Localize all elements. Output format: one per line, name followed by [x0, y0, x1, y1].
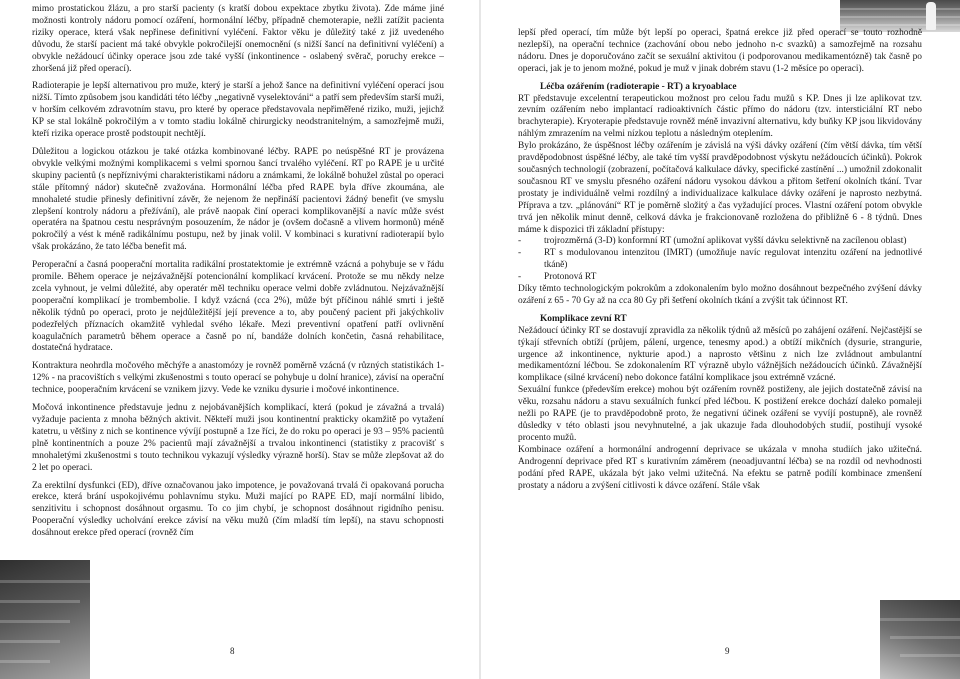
page-number: 8 — [230, 646, 235, 656]
paragraph: Radioterapie je lepší alternativou pro muže, který je starší a jehož šance na definitivní vyléčení operací jsou nižší. Tímto způsobem jsou kandidáti této léčby „negativně vyselektováni“ a patří sem především starší muži, v horším celkovém zdravotním stavu, pro které by operace představovala nepřiměřené riziko, muži, jejichž KP se stal lokálně pokročilým a v tomto stadiu lokálně chirurgicky neodstranitelným, a samozřejmě muži, kteří rizika operace prostě podstoupit nechtějí. — [32, 81, 444, 140]
left-page-text — [32, 4, 444, 540]
paragraph: Nežádoucí účinky RT se dostavují zpravidla za několik týdnů až měsíců po zahájení ozáření. Nejčastější se týkají střevních obtíží (průjem, pálení, urgence, tenesmy apod.) a obtíží mikčních (dysurie, strangurie, urgence až inkontinence, nykturie apod.) a naprosto většinu z nich lze zvládnout ambulantní medikamentózní léčbou. Se zdokonalením RT výrazně ubylo vážnějších nežádoucích účinků. Závažnější komplikace (silné krvácení) nebo dokonce fatální komplikace jsou extrémně vzácné. — [518, 325, 922, 384]
list-item: - RT s modulovanou intenzitou (IMRT) (umožňuje navíc regulovat intenzitu ozáření na jednotlivé tkáně) — [518, 248, 922, 271]
page-number: 9 — [725, 646, 730, 656]
paragraph: mimo prostatickou žlázu, a pro starší pacienty (s kratší dobou expektace zbytku života). Zde máme jiné možnosti kontroly nádoru pomocí ozáření, hormonální léčby, případně chemoterapie, nežli zatížit pacienta riziky operace, která však nepřinese definitivní vyléčení. Faktor věku je důležitý také z již uvedeného důvodu, že starší pacient má také obvykle pokročilejší onemocnění (s nižší šancí na definitivní vyléčení) a obvykle nežádoucí účinky operace jsou zde také vyšší (inkontinence - oslabený svěrač, poruchy erekce – zhoršená již před operací). — [32, 4, 444, 74]
right-page-text — [518, 28, 922, 492]
list-item: - trojrozměrná (3-D) konformní RT (umožní aplikovat vyšší dávku selektivně na zacílenou oblast) — [518, 236, 907, 247]
paragraph: Díky těmto technologickým pokrokům a zdokonalením bylo možno dosáhnout bezpečného zvýšení dávky ozáření z 65 - 70 Gy až na cca 80 Gy při šetření okolních tkání a zvýšit tak účinnost RT. — [518, 284, 922, 306]
section-heading: Komplikace zevní RT — [540, 313, 627, 324]
list-item: - Protonová RT — [518, 272, 597, 283]
section-heading: Léčba ozářením (radioterapie - RT) a kryoablace — [540, 81, 737, 92]
paragraph: Důležitou a logickou otázkou je také otázka kombinované léčby. RAPE po neúspěšné RT je provázena obvykle velkými možnými komplikacemi s velmi spornou šancí trvalého vyléčení. RT po RAPE je u určité skupiny pacientů (s nepříznivými charakteristikami nádoru a známkami, že lokálně bohužel zůstal po operaci stále přítomný nádor) skutečně zvažována. Hormonální léčba před RAPE byla dříve zkoumána, ale mnohaleté studie přinesly definitivní závěr, že nejenom že nepřináší pacientovi žádný benefit (ve smyslu zlepšení kontroly nádoru a přežívání), ale právě naopak činí operaci komplikovanější a navíc může svést operatéra na špatnou cestu nesprávným posouzením, že nádor je (ovšem dočasně a vlivem hormonů) méně pokročilý a vést k méně radikálnímu postupu, než by jinak volil. V kombinaci s kurativní radioterapií bylo však prokázáno, že tato léčba benefit má. — [32, 146, 444, 253]
performer-figure — [926, 2, 936, 30]
paragraph: lepší před operací, tím může být lepší po operaci, špatná erekce již před operací se touto rozhodně nezlepší), na operační technice (zachování obou nebo jednoho n-c svazků) a samozřejmě na rozsahu nádoru. Dnes je doporučováno začít se sexuální aktivitou (i podporovanou medikamentózně) tak časně po operaci, jak je to jenom možné, pokud je muž v jinak dobrém stavu (1-2 měsíce po operaci). — [518, 28, 922, 74]
right-page — [480, 0, 960, 679]
paragraph: Peroperační a časná pooperační mortalita radikální prostatektomie je extrémně vzácná a pohybuje se v řádu promile. Během operace je nejzávažnější potencionální komplikací krvácení. Protože se mu někdy nelze zcela vyhnout, je velmi důležité, aby operatér měl techniku operace velmi dobře zvládnutou. Nejzávažnější pooperační komplikací je trombembolie. I když vzácná (cca 2%), může být příčinou náhlé smrti i ještě několik týdnů po operaci, proto je nejdůležitější její prevence a to, aby poučený pacient při jakýchkoliv podezřelých příznacích okamžitě vyhledal svého lékaře. Mezi preventivní opatření patří ovlivnění koagulačních parametrů během operace a časně po ní, bandáže dolních končetin, časná rehabilitace, dostatečná hydratace. — [32, 260, 444, 354]
paragraph: Kontraktura neohrdla močového měchýře a anastomózy je rovněž poměrně vzácná (v různých statistikách 1-12% - na pracovištích s velkými zkušenostmi s touto operací se pohybuje u dolní hranice), závisí na operační technice, pooperačním krvácení se vznikem jizvy. Vede ke vzniku dysurie i močové inkontinence. — [32, 361, 444, 396]
paragraph: Bylo prokázáno, že úspěšnost léčby ozářením je závislá na výši dávky ozáření (čím větší dávka, tím větší pravděpodobnost úspěšné léčby, ale také tím vyšší pravděpodobnost výskytu nežádoucích účinků). Pokrok současných technologií (zobrazení, počítačová kalkulace dávky, specifické zastínění ...) umožnil zdokonalit současnou RT ve smyslu přesného ozáření nádoru vysokou dávkou a přitom šetření okolních tkání. Tvar prostaty je individuálně velmi rozdílný a individualizace kalkulace dávky ozáření je naprosto nezbytná. Příprava a tzv. „plánování“ RT je poměrně složitý a čas vyžadující proces. Vlastní ozáření potom obvykle trvá jen několik minut denně, celková dávka je frakcionovaně rozložena do přibližně 6 - 8 týdnů. Dnes máme k dispozici tři základní přístupy: — [518, 141, 922, 235]
paragraph: Močová inkontinence představuje jednu z nejobávanějších komplikací, která (pokud je závažná a trvalá) vyžaduje pacienta z mnoha běžných aktivit. Někteří muži jsou kontinentní prakticky okamžitě po vytažení katetru, u většiny z nich se kontinence vývíjí postupně a 1ze říci, že do roku po operaci je 93 – 95% pacientů plně kontinentních a pouze 2% pacientů mají závažnější a trvalou inkontinenci (statistiky z pracovišť s mnohaletými zkušenostmi s touto technikou vykazují výsledky výrazně horší). Stav se může zlepšovat až do 2 let po operaci. — [32, 403, 444, 473]
auditorium-photo — [0, 560, 90, 679]
auditorium-photo — [880, 600, 960, 679]
paragraph: Sexuální funkce (především erekce) mohou být ozářením rovněž postiženy, ale jejich dostatečně závisí na věku, rozsahu nádoru a stavu sexuálních funkcí před léčbou. K postižení erekce dochází daleko pomaleji nežli po RAPE (je to pravděpodobně proto, že negativní účinek ozáření se vyvíjí postupně), ale rovněž důsledky v této oblasti jsou nevyhnutelné, a jak ukazuje řada dlouhodobých studií, postihují vysoké procento mužů. — [518, 385, 922, 443]
approach-list — [518, 236, 922, 284]
paragraph: RT představuje excelentní terapeutickou možnost pro celou řadu mužů s KP. Dnes ji lze aplikovat tzv. zevním ozářením nebo implantací radioaktivních částic přímo do nádoru (tzv. intersticiální RT nebo brachyterapie). Kryoterapie představuje rovněž méně invazivní alternativu, kdy buňky KP jsou likvidovány náhlým zmrazením na velmi nízkou teplotu a následným oteplením. — [518, 93, 922, 140]
paragraph: Kombinace ozáření a hormonální androgenní deprivace se ukázala v mnoha studiích jako užitečná. Androgenní deprivace před RT s kurativním záměrem (neoadjuvantní léčba) se na rozdíl od nevhodnosti podání před RAPE, ukázala být jako velmi užitečná. Na efektu se patrně podílí kombinace zmenšení prostaty a nádoru a zvýšení citlivosti k dávce ozáření. Stále však — [518, 444, 922, 491]
paragraph: Za erektilní dysfunkci (ED), dříve označovanou jako impotence, je považovaná trvalá či opakovaná porucha erekce, která brání uspokojivému pohlavnímu styku. Muži mající po RAPE ED, mají normální libido, senzitivitu i schopnost dosáhnout orgasmu. To co jim chybí, je schopnost dosáhnout rigidního penisu. Pooperační výsledky ucholvání erekce závisí na věku mužů (čím mladší tím lepší), na stavu schopnosti dosáhnout erekce před operací (rovněž čím — [32, 480, 444, 539]
